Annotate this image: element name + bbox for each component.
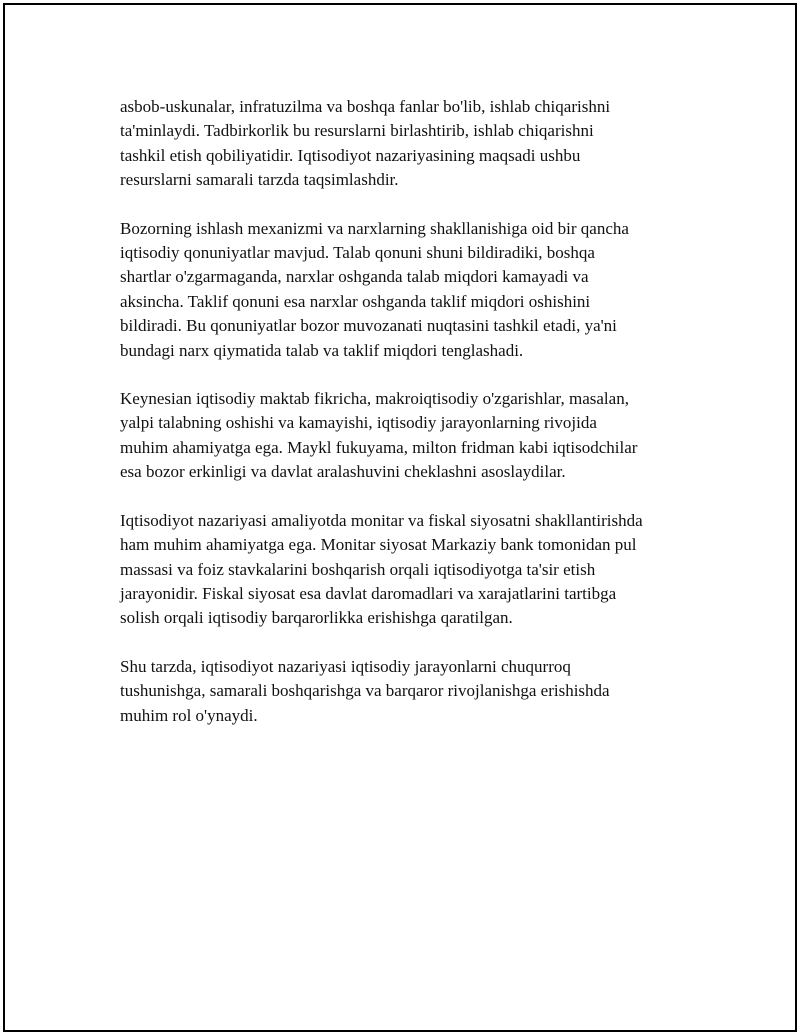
text-line: bundagi narx qiymatida talab va taklif miqdori tenglashadi.	[120, 340, 524, 360]
text-line: tashkil etish qobiliyatidir. Iqtisodiyot nazariyasining maqsadi ushbu	[120, 145, 581, 165]
document-body	[120, 95, 700, 752]
text-line: Bozorning ishlash mexanizmi va narxlarning shakllanishiga oid bir qancha	[120, 218, 629, 238]
text-line: yalpi talabning oshishi va kamayishi, iqtisodiy jarayonlarning rivojida	[120, 413, 597, 433]
text-line: muhim rol o'ynaydi.	[120, 705, 258, 725]
text-line: Shu tarzda, iqtisodiyot nazariyasi iqtisodiy jarayonlarni chuqurroq	[120, 656, 571, 676]
document-page	[3, 3, 797, 1032]
text-line: bildiradi. Bu qonuniyatlar bozor muvozanati nuqtasini tashkil etadi, ya'ni	[120, 316, 617, 336]
text-line: asbob-uskunalar, infratuzilma va boshqa fanlar bo'lib, ishlab chiqarishni	[120, 97, 611, 116]
paragraph-1	[120, 95, 700, 193]
paragraph-4	[120, 509, 700, 631]
text-line: massasi va foiz stavkalarini boshqarish orqali iqtisodiyotga ta'sir etish	[120, 559, 596, 579]
paragraph-3	[120, 387, 700, 485]
text-line: esa bozor erkinligi va davlat aralashuvini cheklashni asoslaydilar.	[120, 462, 566, 482]
text-line: resurslarni samarali tarzda taqsimlashdir.	[120, 170, 399, 190]
text-line: aksincha. Taklif qonuni esa narxlar oshganda taklif miqdori oshishini	[120, 291, 591, 311]
text-line: Keynesian iqtisodiy maktab fikricha, makroiqtisodiy o'zgarishlar, masalan,	[120, 389, 629, 409]
text-line: solish orqali iqtisodiy barqarorlikka erishishga qaratilgan.	[120, 608, 513, 628]
paragraph-5	[120, 655, 700, 728]
text-line: ta'minlaydi. Tadbirkorlik bu resurslarni birlashtirib, ishlab chiqarishni	[120, 121, 594, 141]
text-line: ham muhim ahamiyatga ega. Monitar siyosat Markaziy bank tomonidan pul	[120, 535, 637, 555]
text-line: shartlar o'zgarmaganda, narxlar oshganda talab miqdori kamayadi va	[120, 267, 589, 287]
text-line: jarayonidir. Fiskal siyosat esa davlat daromadlari va xarajatlarini tartibga	[120, 583, 617, 603]
text-line: Iqtisodiyot nazariyasi amaliyotda monitar va fiskal siyosatni shakllantirishda	[120, 510, 643, 530]
text-line: muhim ahamiyatga ega. Maykl fukuyama, milton fridman kabi iqtisodchilar	[120, 437, 638, 457]
text-line: tushunishga, samarali boshqarishga va barqaror rivojlanishga erishishda	[120, 681, 610, 701]
text-line: iqtisodiy qonuniyatlar mavjud. Talab qonuni shuni bildiradiki, boshqa	[120, 243, 595, 263]
paragraph-2	[120, 217, 700, 363]
